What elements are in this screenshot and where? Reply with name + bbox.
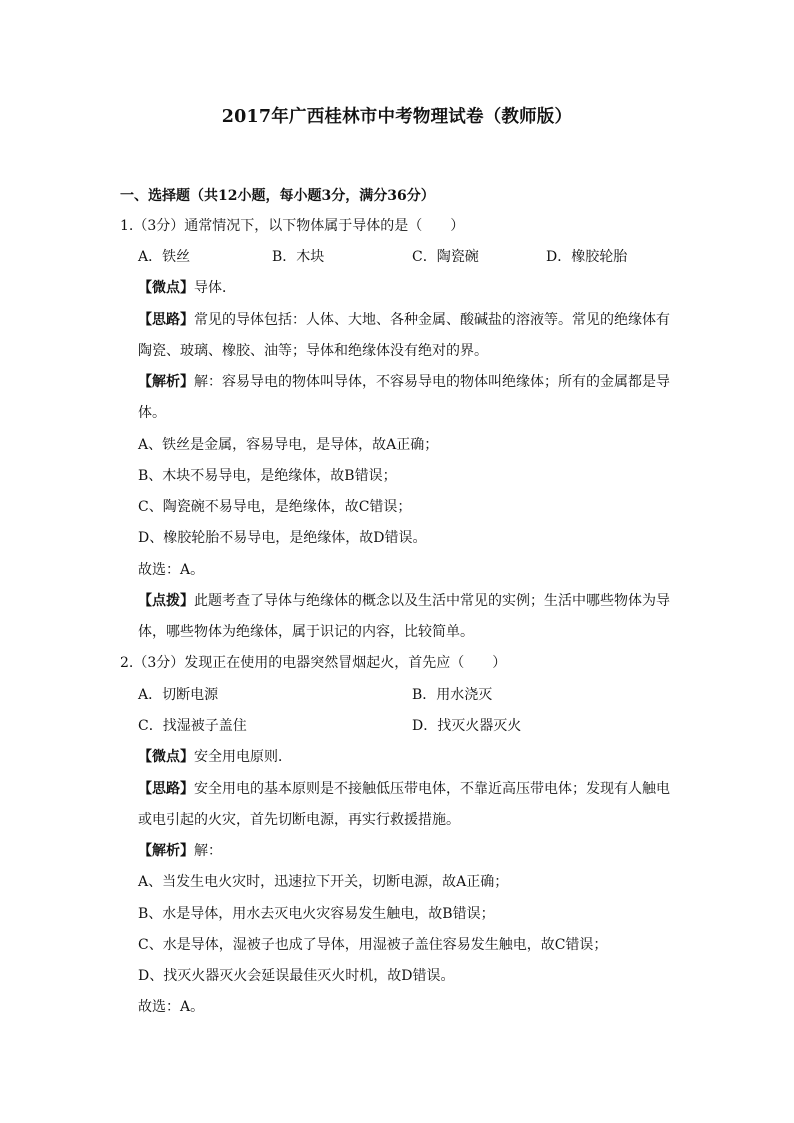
section-heading: 一、选择题（共12小题，每小题3分，满分36分） <box>120 188 435 204</box>
weidian-tag: 【微点】 <box>138 749 194 765</box>
q1-weidian <box>138 278 236 298</box>
q2-option-d: D．找灭火器灭火 <box>412 718 522 734</box>
q2-weidian <box>138 747 292 767</box>
q2-option-c: C．找湿被子盖住 <box>138 718 247 734</box>
q1-dianbo-cont: 体，哪些物体为绝缘体，属于识记的内容，比较简单。 <box>138 624 474 640</box>
q2-option-a: A．切断电源 <box>138 687 219 703</box>
jiexi-text: 解：容易导电的物体叫导体，不容易导电的物体叫绝缘体；所有的金属都是导 <box>194 374 670 390</box>
q1-jiexi-cont: 体。 <box>138 405 166 421</box>
silu-tag: 【思路】 <box>138 781 194 797</box>
q2-silu <box>138 779 670 799</box>
q1-analysis-b: B、木块不易导电，是绝缘体，故B错误； <box>138 468 397 484</box>
dianbo-text: 此题考查了导体与绝缘体的概念以及生活中常见的实例；生活中哪些物体为导 <box>194 593 670 609</box>
jiexi-tag: 【解析】 <box>138 374 194 390</box>
weidian-text: 导体． <box>194 280 236 296</box>
q2-jiexi <box>138 841 222 861</box>
q2-analysis-a: A、当发生电火灾时，迅速拉下开关，切断电源，故A正确； <box>138 874 509 890</box>
q1-jiexi <box>138 372 670 392</box>
q2-analysis-d: D、找灭火器灭火会延误最佳灭火时机，故D错误。 <box>138 968 455 984</box>
jiexi-text: 解： <box>194 843 222 859</box>
q1-dianbo <box>138 591 670 611</box>
q1-option-a: A．铁丝 <box>138 249 191 265</box>
question-1-stem: 1.（3分）通常情况下，以下物体属于导体的是（ ） <box>120 218 465 234</box>
q2-analysis-b: B、水是导体，用水去灭电火灾容易发生触电，故B错误； <box>138 906 495 922</box>
silu-text: 安全用电的基本原则是不接触低压带电体，不靠近高压带电体；发现有人触电 <box>194 781 670 797</box>
q1-option-d: D．橡胶轮胎 <box>546 249 628 265</box>
jiexi-tag: 【解析】 <box>138 843 194 859</box>
q1-silu-cont: 陶瓷、玻璃、橡胶、油等；导体和绝缘体没有绝对的界。 <box>138 343 488 359</box>
q2-answer: 故选：A。 <box>138 999 205 1015</box>
weidian-text: 安全用电原则． <box>194 749 292 765</box>
q1-silu <box>138 310 670 330</box>
q2-silu-cont: 或电引起的火灾，首先切断电源，再实行救援措施。 <box>138 812 460 828</box>
silu-tag: 【思路】 <box>138 312 194 328</box>
q1-analysis-d: D、橡胶轮胎不易导电，是绝缘体，故D错误。 <box>138 530 427 546</box>
q1-analysis-c: C、陶瓷碗不易导电，是绝缘体，故C错误； <box>138 499 412 515</box>
silu-text: 常见的导体包括：人体、大地、各种金属、酸碱盐的溶液等。常见的绝缘体有 <box>194 312 670 328</box>
question-2-stem: 2.（3分）发现正在使用的电器突然冒烟起火，首先应（ ） <box>120 655 507 671</box>
weidian-tag: 【微点】 <box>138 280 194 296</box>
dianbo-tag: 【点拨】 <box>138 593 194 609</box>
q1-option-c: C．陶瓷碗 <box>412 249 479 265</box>
q1-answer: 故选：A。 <box>138 562 205 578</box>
q2-analysis-c: C、水是导体，湿被子也成了导体，用湿被子盖住容易发生触电，故C错误； <box>138 937 608 953</box>
document-title: 2017年广西桂林市中考物理试卷（教师版） <box>221 107 573 127</box>
q1-option-b: B．木块 <box>272 249 325 265</box>
q1-analysis-a: A、铁丝是金属，容易导电，是导体，故A正确； <box>138 437 439 453</box>
q2-option-b: B．用水浇灭 <box>412 687 493 703</box>
